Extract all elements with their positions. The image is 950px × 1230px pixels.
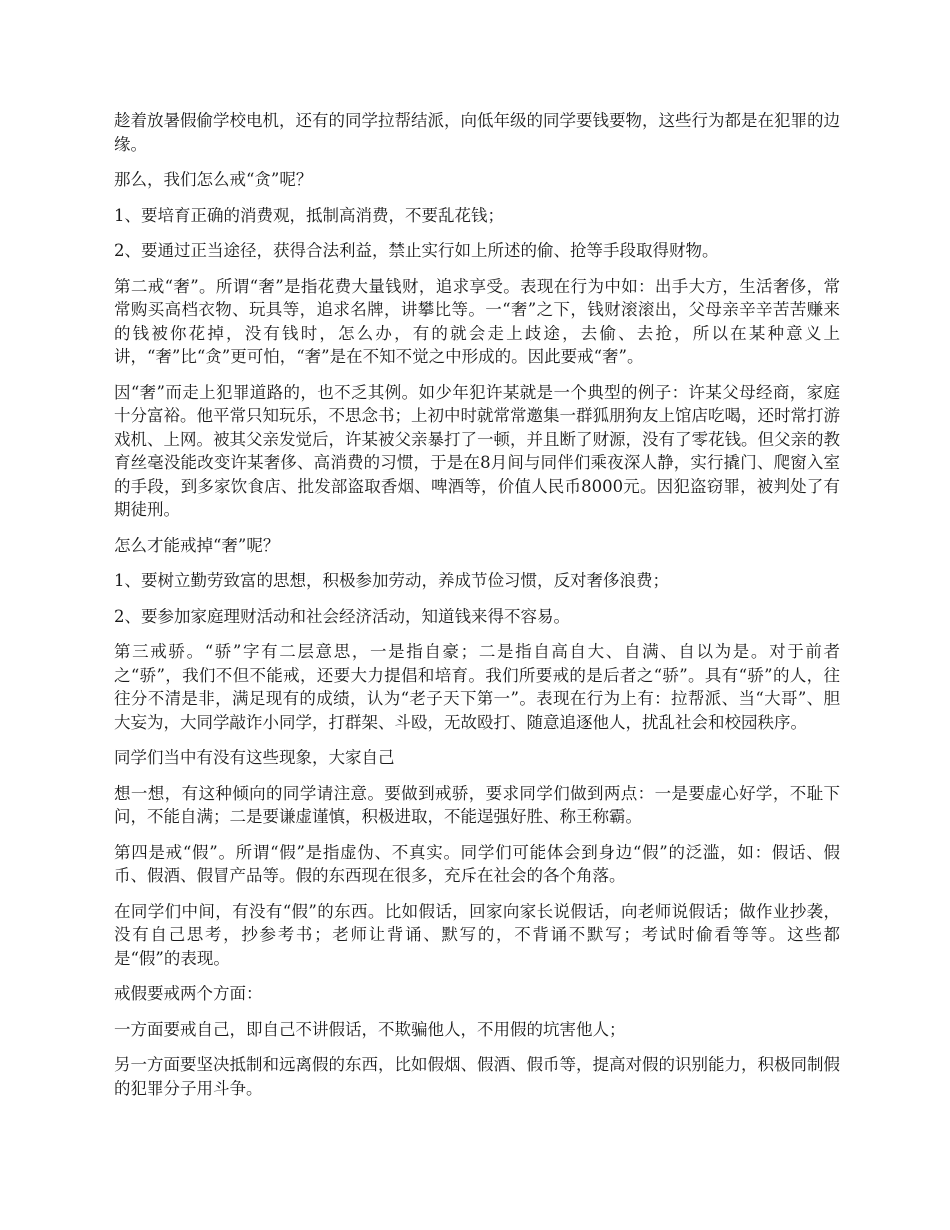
paragraph: 戒假要戒两个方面： — [114, 984, 263, 1003]
paragraph: 同学们当中有没有这些现象，大家自己 — [114, 748, 395, 767]
paragraph: 一方面要戒自己，即自己不讲假话，不欺骗他人，不用假的坑害他人； — [114, 1019, 626, 1039]
paragraph: 2、要通过正当途径，获得合法利益，禁止实行如上所述的偷、抢等手段取得财物。 — [114, 241, 719, 260]
paragraph: 因“奢”而走上犯罪道路的，也不乏其例。如少年犯许某就是一个典型的例子：许某父母经商，家庭十分富裕。他平常只知玩乐，不思念书；上初中时就常常邀集一群狐朋狗友上馆店吃喝，还时常打游戏机、上网。被其父亲发觉后，许某被父亲暴打了一顿，并且断了财源，没有了零花钱。但父亲的教育丝毫没能改变许某奢侈、高消费的习惯，于是在8月间与同伴们乘夜深人静，实行撬门、爬窗入室的手段，到多家饮食店、批发部盗取香烟、啤酒等，价值人民币8000元。因犯盗窃罪，被判处了有期徒刑。 — [114, 382, 840, 519]
document-body — [114, 109, 840, 1112]
paragraph: 在同学们中间，有没有“假”的东西。比如假话，回家向家长说假话，向老师说假话；做作业抄袭，没有自己思考，抄参考书；老师让背诵、默写的，不背诵不默写；考试时偷看等等。这些都是“假”的表现。 — [114, 901, 840, 968]
paragraph: 趁着放暑假偷学校电机，还有的同学拉帮结派，向低年级的同学要钱要物，这些行为都是在犯罪的边缘。 — [114, 111, 840, 154]
paragraph: 那么，我们怎么戒“贪”呢？ — [114, 170, 313, 189]
paragraph: 第二戒“奢”。所谓“奢”是指花费大量钱财，追求享受。表现在行为中如：出手大方，生活奢侈，常常购买高档衣物、玩具等，追求名牌，讲攀比等。一“奢”之下，钱财滚滚出，父母亲辛辛苦苦赚来的钱被你花掉，没有钱时，怎么办，有的就会走上歧途，去偷、去抢，所以在某种意义上讲，“奢”比“贪”更可怕，“奢”是在不知不觉之中形成的。因此要戒“奢”。 — [114, 276, 840, 366]
paragraph: 1、要树立勤劳致富的思想，积极参加劳动，养成节俭习惯，反对奢侈浪费； — [114, 571, 669, 590]
paragraph: 第三戒骄。“骄”字有二层意思，一是指自豪；二是指自高自大、自满、自以为是。对于前者之“骄”，我们不但不能戒，还要大力提倡和培育。我们所要戒的是后者之“骄”。具有“骄”的人，往往分不清是非，满足现有的成绩，认为“老子天下第一”。表现在行为上有：拉帮派、当“大哥”、胆大妄为，大同学敲诈小同学，打群架、斗殴，无故殴打、随意追逐他人，扰乱社会和校园秩序。 — [114, 642, 840, 732]
paragraph: 2、要参加家庭理财活动和社会经济活动，知道钱来得不容易。 — [114, 606, 570, 626]
paragraph: 第四是戒“假”。所谓“假”是指虚伪、不真实。同学们可能体会到身边“假”的泛滥，如：假话、假币、假酒、假冒产品等。假的东西现在很多，充斥在社会的各个角落。 — [114, 842, 840, 885]
paragraph: 想一想，有这种倾向的同学请注意。要做到戒骄，要求同学们做到两点：一是要虚心好学，不耻下问，不能自满；二是要谦虚谨慎，积极进取，不能逞强好胜、称王称霸。 — [114, 783, 840, 826]
paragraph: 1、要培育正确的消费观，抵制高消费，不要乱花钱； — [114, 205, 504, 225]
paragraph: 怎么才能戒掉“奢”呢？ — [114, 535, 280, 555]
paragraph: 另一方面要坚决抵制和远离假的东西，比如假烟、假酒、假币等，提高对假的识别能力，积极同制假的犯罪分子用斗争。 — [114, 1055, 840, 1098]
